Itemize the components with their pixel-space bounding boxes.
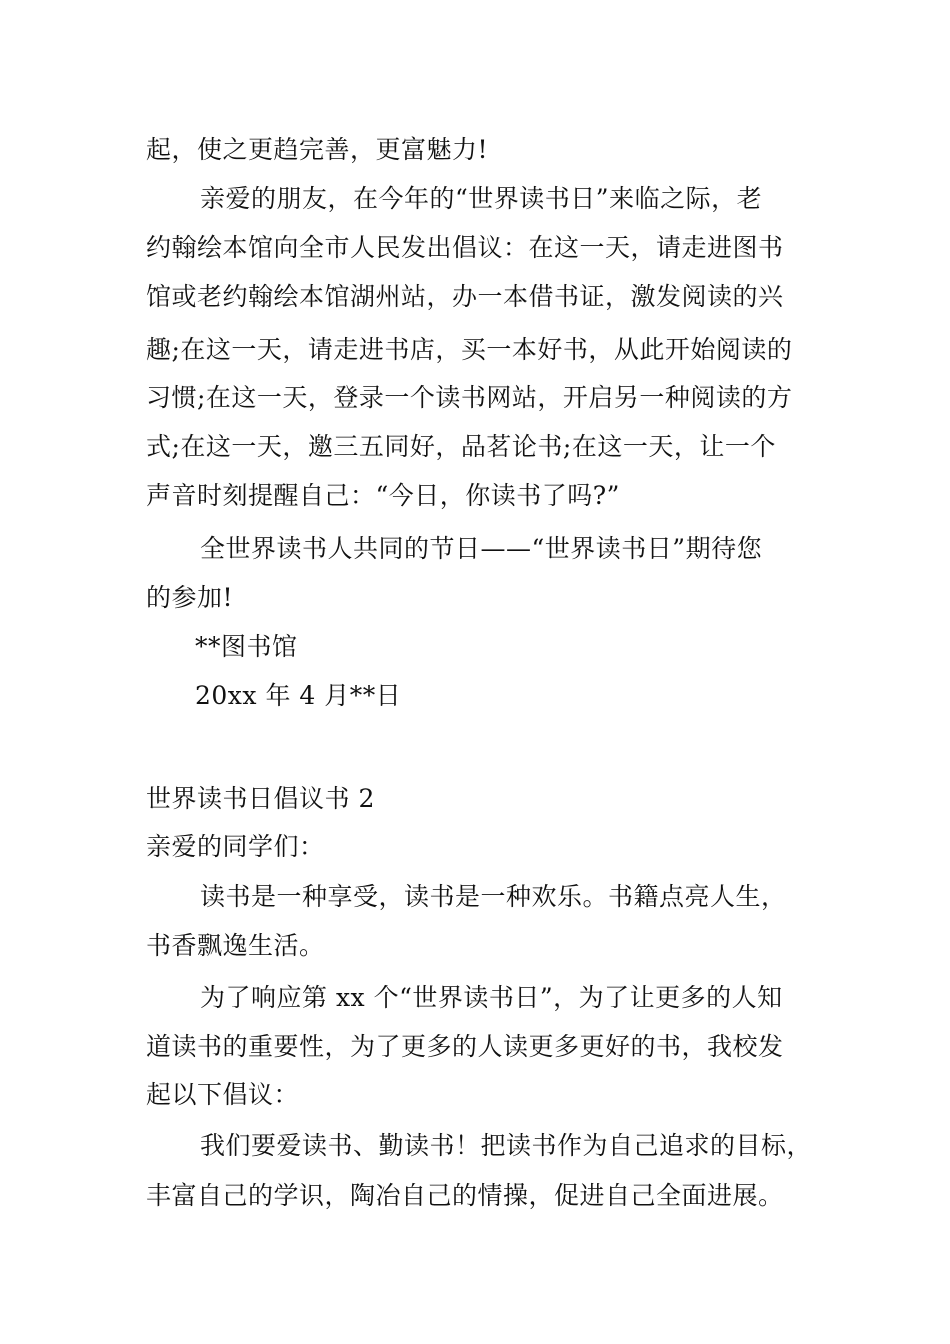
paragraph-line: 道读书的重要性，为了更多的人读更多更好的书，我校发 bbox=[146, 1032, 784, 1061]
section-title: 世界读书日倡议书 2 bbox=[146, 784, 375, 813]
paragraph-line: 为了响应第 xx 个“世界读书日”，为了让更多的人知 bbox=[200, 983, 783, 1012]
paragraph-line: 的参加! bbox=[146, 583, 234, 612]
paragraph-line: 书香飘逸生活。 bbox=[146, 931, 325, 960]
signature-date: 20xx 年 4 月**日 bbox=[195, 681, 402, 710]
paragraph-line: 约翰绘本馆向全市人民发出倡议：在这一天，请走进图书 bbox=[146, 233, 784, 262]
continuation-line: 起，使之更趋完善，更富魅力! bbox=[146, 135, 489, 164]
paragraph-line: 声音时刻提醒自己：“今日，你读书了吗?” bbox=[146, 481, 620, 510]
paragraph-line: 丰富自己的学识，陶冶自己的情操，促进自己全面进展。 bbox=[146, 1181, 784, 1210]
paragraph-line: 我们要爱读书、勤读书！把读书作为自己追求的目标， bbox=[200, 1131, 813, 1160]
paragraph-line: 式;在这一天，邀三五同好，品茗论书;在这一天，让一个 bbox=[146, 432, 776, 461]
signature-organization: **图书馆 bbox=[195, 632, 298, 661]
paragraph-line: 习惯;在这一天，登录一个读书网站，开启另一种阅读的方 bbox=[146, 383, 793, 412]
salutation: 亲爱的同学们： bbox=[146, 832, 325, 861]
paragraph-line: 起以下倡议： bbox=[146, 1080, 300, 1109]
paragraph-line: 亲爱的朋友，在今年的“世界读书日”来临之际，老 bbox=[200, 184, 763, 213]
paragraph-line: 趣;在这一天，请走进书店，买一本好书，从此开始阅读的 bbox=[146, 335, 793, 364]
paragraph-line: 馆或老约翰绘本馆湖州站，办一本借书证，激发阅读的兴 bbox=[146, 282, 784, 311]
paragraph-line: 全世界读书人共同的节日——“世界读书日”期待您 bbox=[200, 534, 763, 563]
paragraph-line: 读书是一种享受，读书是一种欢乐。书籍点亮人生， bbox=[200, 882, 787, 911]
